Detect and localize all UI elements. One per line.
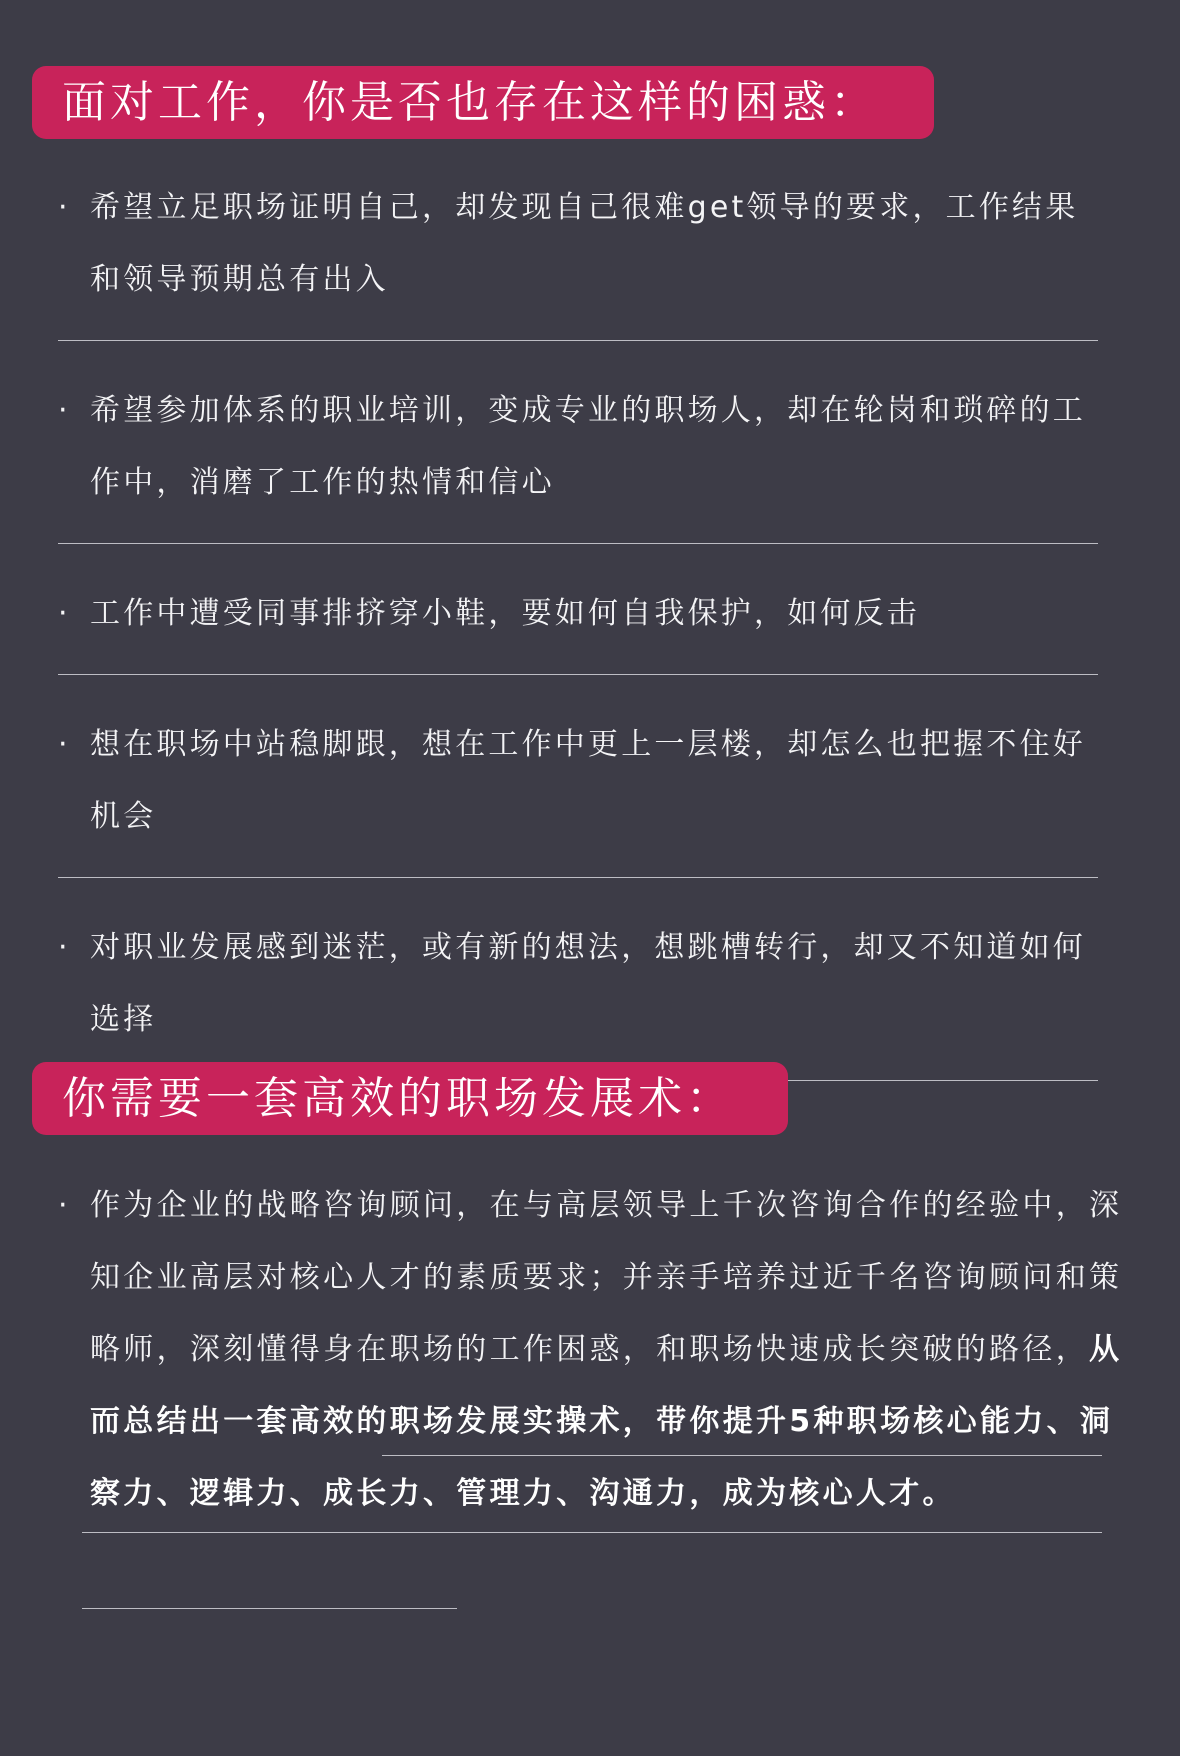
list-item	[58, 912, 1098, 1081]
list-item	[58, 375, 1098, 544]
list-item-text: · 希望立足职场证明自己，却发现自己很难get领导的要求，工作结果和领导预期总有出入	[90, 190, 1079, 297]
highlight-underline	[82, 1532, 1102, 1533]
list-item-text: · 对职业发展感到迷茫，或有新的想法，想跳槽转行，却又不知道如何选择	[90, 930, 1086, 1037]
section-2-title: 你需要一套高效的职场发展术：	[32, 1062, 788, 1135]
highlight-underline	[382, 1455, 1102, 1456]
list-item	[58, 172, 1098, 341]
list-item	[58, 578, 1098, 675]
list-item-text: · 希望参加体系的职业培训，变成专业的职场人，却在轮岗和琐碎的工作中，消磨了工作的热情和信心	[90, 393, 1086, 500]
paragraph-text: 作为企业的战略咨询顾问，在与高层领导上千次咨询合作的经验中，深知企业高层对核心人才的素质要求；并亲手培养过近千名咨询顾问和策略师，深刻懂得身在职场的工作困惑，和职场快速成长突破的路径，	[90, 1188, 1123, 1367]
list-item-text: · 工作中遭受同事排挤穿小鞋，要如何自我保护，如何反击	[90, 596, 920, 631]
confusion-list	[58, 172, 1098, 1115]
description-paragraph	[58, 1170, 1128, 1530]
list-item	[58, 709, 1098, 878]
highlight-underline	[82, 1608, 457, 1609]
list-item-text: · 想在职场中站稳脚跟，想在工作中更上一层楼，却怎么也把握不住好机会	[90, 727, 1086, 834]
paragraph-highlight: 从而总结出一套高效的职场发展实操术，带你提升5种职场核心能力、洞察力、逻辑力、成长力、管理力、沟通力，成为核心人才。	[90, 1332, 1123, 1511]
section-1-title: 面对工作，你是否也存在这样的困惑：	[32, 66, 934, 139]
